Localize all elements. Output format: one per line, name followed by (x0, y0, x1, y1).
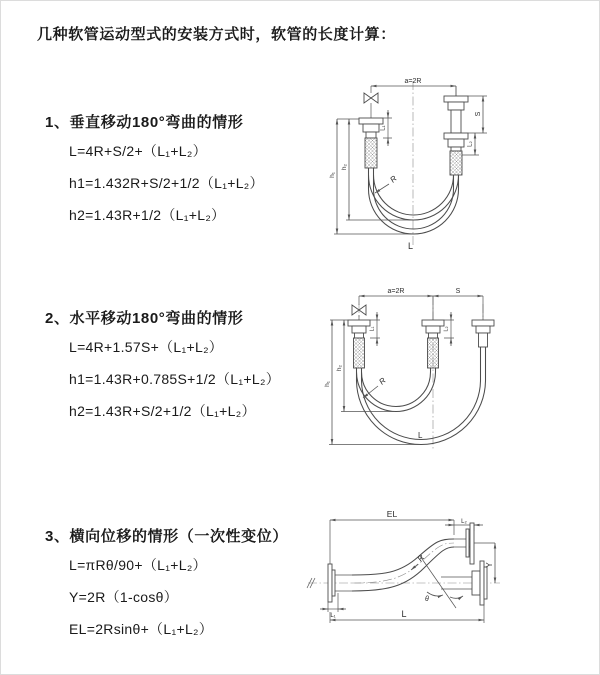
pipe-fitting-right (444, 86, 468, 175)
dim-label-l-total: L (408, 241, 414, 251)
section-2-heading: 2、水平移动180°弯曲的情形 (45, 310, 244, 327)
formula-line: L=4R+S/2+（L₁+L₂） (69, 143, 207, 159)
dimension-a2r (359, 288, 483, 320)
dim-label-r: R (388, 173, 399, 185)
dimension-l2 (445, 519, 483, 531)
dim-label-r: R (415, 553, 427, 564)
dim-label-h2: h₂ (336, 364, 343, 372)
dimension-l2 (444, 312, 455, 346)
formula-line: L=4R+1.57S+（L₁+L₂） (69, 339, 224, 355)
section-vertical-movement (45, 111, 264, 237)
section-horizontal-movement (45, 307, 280, 433)
diagram-horizontal-180-bend (314, 284, 522, 454)
dim-label-l2: L₂ (443, 326, 450, 332)
section-3-heading: 3、横向位移的情形（一次性变位） (45, 528, 288, 545)
diagram-vertical-180-bend (313, 67, 511, 259)
formula-line: h2=1.43R+S/2+1/2（L₁+L₂） (69, 403, 256, 419)
pipe-fitting-left (348, 320, 370, 368)
formula-line: EL=2Rsinθ+（L₁+L₂） (69, 621, 214, 637)
dimension-l1 (320, 593, 346, 619)
formula-line: Y=2R（1-cosθ） (69, 589, 179, 605)
section-1-heading: 1、垂直移动180°弯曲的情形 (45, 114, 244, 131)
dimension-s (468, 96, 487, 133)
hose-assembly (357, 347, 486, 445)
dimension-s (433, 288, 483, 296)
diagram-lateral-displacement (304, 504, 504, 646)
dim-label-l-total: L (418, 431, 423, 440)
dimension-l1 (370, 312, 381, 346)
dim-label-l1: L₁ (369, 326, 376, 332)
dim-label-s: S (455, 288, 461, 295)
flange-displaced-end (454, 523, 474, 564)
dimension-el (330, 509, 454, 564)
section-lateral-displacement (45, 525, 288, 651)
dim-label-l2: L₂ (467, 141, 474, 147)
valve-icon (364, 86, 378, 118)
dim-label-el: EL (386, 509, 398, 519)
pipe-fitting-middle (422, 320, 444, 368)
dim-label-s: S (475, 111, 482, 117)
page-title: 几种软管运动型式的安装方式时，软管的长度计算： (37, 26, 396, 43)
formula-line: h2=1.43R+1/2（L₁+L₂） (69, 207, 226, 223)
dim-label-r: R (377, 375, 388, 387)
hose-assembly (369, 168, 459, 234)
dimension-h1 (324, 320, 420, 445)
dimension-a2r (371, 78, 456, 96)
dimension-theta (420, 556, 463, 608)
formula-line: h1=1.432R+S/2+1/2（L₁+L₂） (69, 175, 264, 191)
pipe-fitting-left (359, 118, 383, 168)
dim-label-l1: L₁ (330, 613, 336, 619)
formula-line: h1=1.43R+0.785S+1/2（L₁+L₂） (69, 371, 280, 387)
dim-label-h1: h₁ (329, 172, 336, 178)
centerline (359, 296, 483, 449)
dimension-r (375, 174, 399, 193)
pipe-fitting-right (472, 320, 494, 347)
formula-line: L=πRθ/90+（L₁+L₂） (69, 557, 207, 573)
dim-label-l: L (401, 609, 407, 619)
dim-label-theta: θ (425, 596, 429, 603)
dim-label-h2: h₂ (341, 163, 348, 171)
dim-label-h1: h₁ (324, 381, 331, 387)
dim-label-l2: L₂ (461, 519, 467, 525)
dim-label-l1: L₁ (380, 125, 387, 131)
dimension-r (363, 376, 388, 398)
dimension-l-total (330, 605, 484, 623)
dim-label-a2r: a=2R (404, 78, 422, 85)
dim-label-y: Y (485, 562, 494, 568)
dimension-l1 (381, 110, 393, 146)
dim-label-a2r: a=2R (387, 288, 405, 295)
